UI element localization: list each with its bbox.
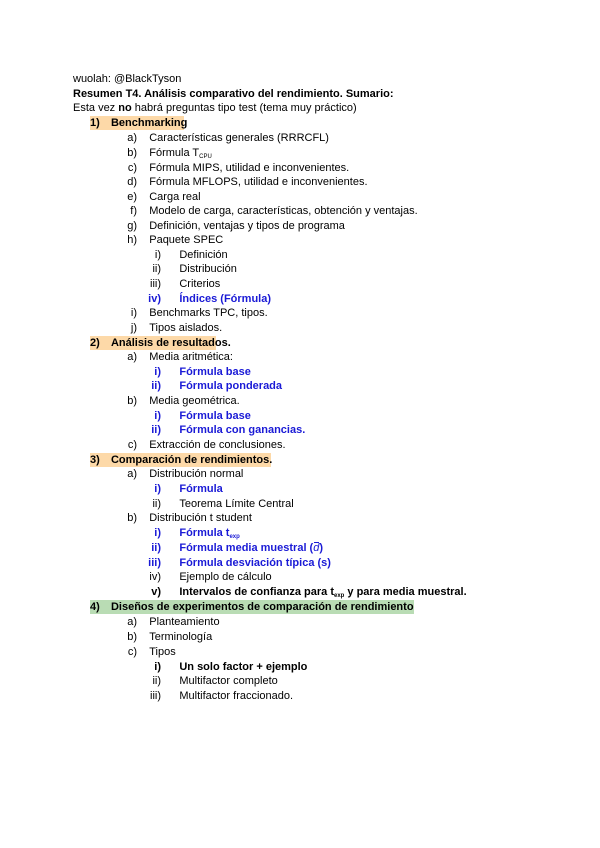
list-text: Ejemplo de cálculo — [179, 571, 272, 583]
list-text: Extracción de conclusiones. — [149, 439, 286, 451]
list-marker: v) — [151, 586, 161, 598]
list-item — [125, 321, 222, 335]
list-text-end: ) — [319, 542, 324, 554]
list-marker: ii) — [151, 380, 161, 392]
list-item — [143, 292, 271, 306]
list-text-end: y para media muestral. — [344, 586, 467, 598]
list-item — [143, 674, 278, 688]
list-item — [125, 219, 345, 233]
list-marker: b) — [127, 512, 137, 524]
list-marker: b) — [127, 395, 137, 407]
list-marker: i) — [154, 366, 161, 378]
list-item — [125, 204, 418, 218]
list-text: Características generales (RRRCFL) — [149, 132, 329, 144]
list-item — [143, 365, 251, 379]
list-marker: b) — [127, 631, 137, 643]
list-marker: b) — [127, 147, 137, 159]
list-text: Distribución t student — [149, 512, 252, 524]
list-marker: iv) — [149, 571, 161, 583]
list-text: Fórmula base — [179, 366, 251, 378]
list-marker: iii) — [150, 690, 161, 702]
list-item — [143, 541, 323, 555]
list-text: Fórmula media muestral ( — [179, 542, 314, 554]
list-item — [125, 511, 252, 525]
list-marker: iii) — [150, 278, 161, 290]
list-text: Terminología — [149, 631, 213, 643]
intro-note-post: habrá preguntas tipo test (tema muy práctico) — [131, 102, 357, 114]
list-text: Intervalos de confianza para t — [179, 586, 334, 598]
section-heading-analisis — [90, 336, 231, 350]
section-number: 4) — [90, 601, 100, 613]
section-number: 3) — [90, 454, 100, 466]
list-marker: c) — [127, 439, 137, 451]
section-title: Comparación de rendimientos. — [110, 454, 273, 466]
list-item — [143, 660, 307, 674]
list-marker: i) — [154, 527, 161, 539]
list-marker: ii) — [151, 542, 161, 554]
list-item — [143, 526, 240, 540]
list-item — [143, 423, 305, 437]
section-title: Análisis de resultados. — [110, 337, 231, 349]
list-item — [125, 467, 243, 481]
section-number: 1) — [90, 117, 100, 129]
list-text: Tipos — [149, 646, 176, 658]
list-marker: i) — [130, 307, 137, 319]
section-number: 2) — [90, 337, 100, 349]
list-marker: ii) — [152, 675, 161, 687]
list-text: Paquete SPEC — [149, 234, 224, 246]
list-marker: a) — [127, 468, 137, 480]
list-item — [125, 190, 201, 204]
section-heading-disenos — [90, 600, 414, 614]
author-line: wuolah: @BlackTyson — [73, 73, 182, 85]
list-item — [143, 570, 272, 584]
document-title: Resumen T4. Análisis comparativo del rendimiento. Sumario: — [73, 88, 394, 100]
list-item — [125, 394, 240, 408]
list-text: Planteamiento — [149, 616, 220, 628]
section-heading-benchmarking — [90, 116, 188, 130]
list-marker: iv) — [148, 293, 161, 305]
list-marker: e) — [127, 191, 137, 203]
list-marker: ii) — [152, 263, 161, 275]
list-text: Multifactor completo — [179, 675, 278, 687]
list-text: Definición — [179, 249, 228, 261]
list-item — [125, 350, 233, 364]
section-title: Diseños de experimentos de comparación de rendimiento — [110, 601, 414, 613]
list-item — [125, 161, 349, 175]
list-item — [125, 438, 286, 452]
list-marker: i) — [154, 249, 161, 261]
list-text: Modelo de carga, características, obtención y ventajas. — [149, 205, 418, 217]
list-marker: i) — [154, 661, 161, 673]
list-text: Fórmula T — [149, 147, 200, 159]
list-marker: a) — [127, 351, 137, 363]
list-text: Fórmula base — [179, 410, 251, 422]
list-item — [125, 233, 223, 247]
subscript: CPU — [199, 154, 212, 160]
list-marker: d) — [127, 176, 137, 188]
list-marker: a) — [127, 616, 137, 628]
section-heading-comparacion — [90, 453, 271, 467]
list-item — [143, 689, 293, 703]
list-item — [125, 146, 212, 160]
list-text: Fórmula MFLOPS, utilidad e inconvenientes. — [149, 176, 368, 188]
list-item — [125, 630, 212, 644]
list-marker: a) — [127, 132, 137, 144]
list-item — [143, 482, 223, 496]
list-item — [143, 585, 467, 599]
list-text: Índices (Fórmula) — [179, 293, 272, 305]
list-item — [143, 277, 220, 291]
list-text: Tipos aislados. — [149, 322, 223, 334]
list-item — [125, 645, 176, 659]
list-marker: g) — [127, 220, 137, 232]
list-item — [125, 175, 368, 189]
list-marker: i) — [154, 483, 161, 495]
subscript: exp — [334, 593, 345, 599]
list-text: Teorema Límite Central — [179, 498, 294, 510]
intro-note — [73, 101, 357, 115]
list-marker: h) — [127, 234, 137, 246]
mean-symbol: d — [313, 542, 320, 554]
list-marker: j) — [130, 322, 137, 334]
list-item — [143, 248, 228, 262]
intro-note-bold: no — [118, 102, 132, 114]
list-marker: ii) — [152, 498, 161, 510]
list-marker: i) — [154, 410, 161, 422]
list-marker: ii) — [151, 424, 161, 436]
list-item — [125, 306, 268, 320]
list-text: Un solo factor + ejemplo — [179, 661, 308, 673]
list-text: Fórmula ponderada — [179, 380, 283, 392]
list-text: Media geométrica. — [149, 395, 240, 407]
list-item — [143, 262, 237, 276]
list-text: Multifactor fraccionado. — [179, 690, 294, 702]
list-marker: f) — [130, 205, 137, 217]
list-item — [143, 497, 294, 511]
list-item — [125, 131, 329, 145]
list-text: Benchmarks TPC, tipos. — [149, 307, 268, 319]
list-item — [143, 409, 251, 423]
list-text: Media aritmética: — [149, 351, 233, 363]
list-text: Criterios — [179, 278, 221, 290]
list-marker: c) — [127, 646, 137, 658]
list-text: Distribución normal — [149, 468, 244, 480]
subscript: exp — [229, 534, 240, 540]
list-text: Fórmula — [179, 483, 223, 495]
list-text: Distribución — [179, 263, 237, 275]
section-title: Benchmarking — [110, 117, 188, 129]
list-item — [125, 615, 220, 629]
list-text: Carga real — [149, 191, 201, 203]
list-text: Definición, ventajas y tipos de programa — [149, 220, 345, 232]
list-item — [143, 556, 331, 570]
list-marker: c) — [127, 162, 137, 174]
list-text: Fórmula t — [179, 527, 230, 539]
list-text: Fórmula desviación típica (s) — [179, 557, 331, 569]
list-text: Fórmula MIPS, utilidad e inconvenientes. — [149, 162, 350, 174]
list-item — [143, 379, 282, 393]
list-text: Fórmula con ganancias. — [179, 424, 306, 436]
list-marker: iii) — [148, 557, 161, 569]
intro-note-pre: Esta vez — [73, 102, 119, 114]
